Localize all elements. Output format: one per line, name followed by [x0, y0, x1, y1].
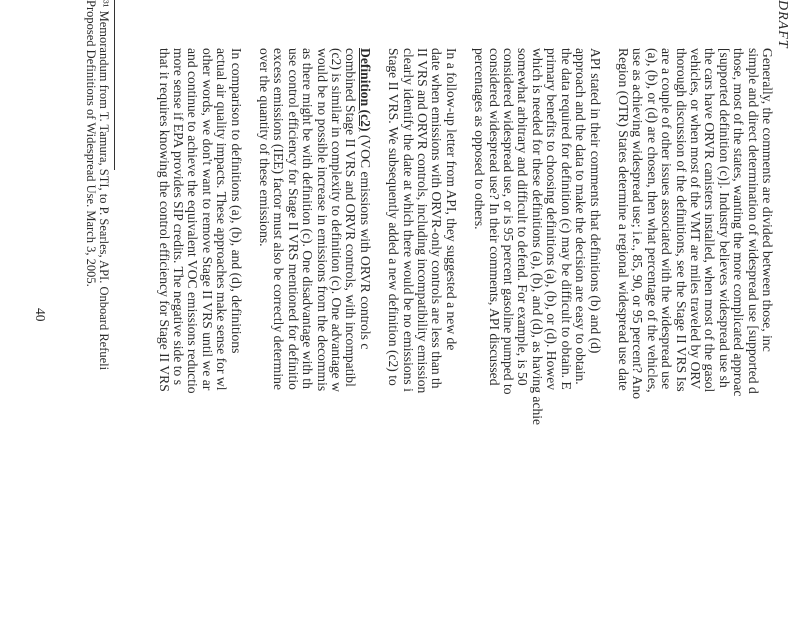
- text-fragment: (VOC emissions with ORVR controls c: [357, 134, 373, 350]
- text-line: excess emissions (IEE) factor must also be correctly determine: [271, 48, 287, 390]
- text-line: Region (OTR) States determine a regional widespread use date: [615, 48, 631, 391]
- footnote-line: ³¹ Memorandum from T. Tamura, STI, to P. Searles, API. Onboard Refueli: [97, 0, 111, 371]
- text-line: primary benefits to choosing definitions (a), (b), or (d). Howev: [544, 48, 560, 391]
- document-body: [142, 0, 774, 618]
- paragraph-5: [156, 0, 242, 618]
- text-line: (a), (b), or (d) are chosen, then what percentage of the vehicles,: [644, 48, 660, 393]
- text-line: considered widespread use, or is 95 percent gasoline pumped to: [501, 48, 517, 395]
- text-line: the cars have ORVR canisters installed, when most of the gasol: [702, 48, 718, 393]
- text-line: [supported definition (c)]. Industry believes widespread use sh: [716, 48, 732, 388]
- text-line: In comparison to definitions (a), (b), and (d), definitions: [228, 48, 244, 354]
- text-line: Stage II VRS. We subsequently added a new definition (c2) to: [386, 48, 402, 386]
- footnote-line: Proposed Definitions of Widespread Use. March 3, 2005.: [84, 0, 98, 287]
- paragraph-2: [472, 0, 602, 618]
- paragraph-1: [616, 0, 774, 618]
- text-line: as there might be with definition (c). One disadvantage with th: [300, 48, 316, 389]
- text-line: vehicles, or when most of the VMT are miles traveled by ORV: [687, 48, 703, 390]
- paragraph-4: [257, 0, 372, 618]
- text-line: thorough discussion of the definitions, see the Stage II VRS Iss: [673, 48, 689, 392]
- text-line: that it requires knowing the control efficiency for Stage II VRS: [156, 48, 172, 392]
- text-line: approach and the data to make the decision are easy to obtain.: [573, 48, 589, 385]
- text-line: II VRS and ORVR controls, including incompatibility emission: [415, 48, 431, 394]
- text-line: actual air quality impacts. These approaches make sense for wl: [214, 48, 230, 391]
- text-line: those, most of the states, wanting the more complicated approac: [731, 48, 747, 397]
- text-line: In a follow-up letter from API, they suggested a new de: [443, 48, 459, 351]
- text-line: (c2) is similar in complexity to definition (c). One advantage w: [329, 48, 345, 392]
- text-line: percentages as opposed to others.: [472, 48, 488, 230]
- text-line: somewhat arbitrary and difficult to defend. For example, is 50: [515, 48, 531, 386]
- text-line: use control efficiency for Stage II VRS mentioned for definitio: [285, 48, 301, 390]
- text-line: use as achieving widespread use; i.e., 85, 90, or 95 percent? Ano: [630, 48, 646, 400]
- text-line: which is needed for these definitions (a), (b), and (d), as having achie: [529, 48, 545, 426]
- footnote: [84, 0, 110, 618]
- text-line: are a couple of other issues associated with the widespread use: [659, 48, 675, 390]
- page-number: 40: [33, 308, 48, 322]
- text-line: and continue to achieve the equivalent VOC emissions reductio: [185, 48, 201, 394]
- paragraph-3: [386, 0, 458, 618]
- text-line: clearly identify the date at which there would be no emissions i: [400, 48, 416, 392]
- text-line: API stated in their comments that definitions (b) and (d): [587, 48, 603, 354]
- page-header-draft: DRAFT: [775, 0, 790, 49]
- text-line: [357, 0, 371, 618]
- text-line: would be no possible increase in emissions from the decommis: [314, 48, 330, 392]
- text-line: the data required for definition (c) may be difficult to obtain. E: [558, 48, 574, 390]
- text-line: more sense if EPA provides SIP credits. The negative side to s: [170, 48, 186, 386]
- text-line: considered widespread use? In their comments, API discussed: [486, 48, 502, 386]
- footnote-divider: [114, 0, 115, 170]
- text-line: simple and direct determination of widespread use [supported d: [745, 48, 761, 394]
- text-line: date when emissions with ORVR-only controls are less than th: [429, 48, 445, 389]
- text-line: over the quantity of these emissions.: [257, 48, 272, 247]
- text-line: other words, we don't want to remove Stage II VRS until we ar: [199, 48, 215, 391]
- text-line: combined Stage II VRS and ORVR controls, with incompatibl: [343, 48, 359, 387]
- definition-c2-lead: Definition (c2): [357, 48, 373, 132]
- text-line: Generally, the comments are divided between those, inc: [760, 48, 775, 352]
